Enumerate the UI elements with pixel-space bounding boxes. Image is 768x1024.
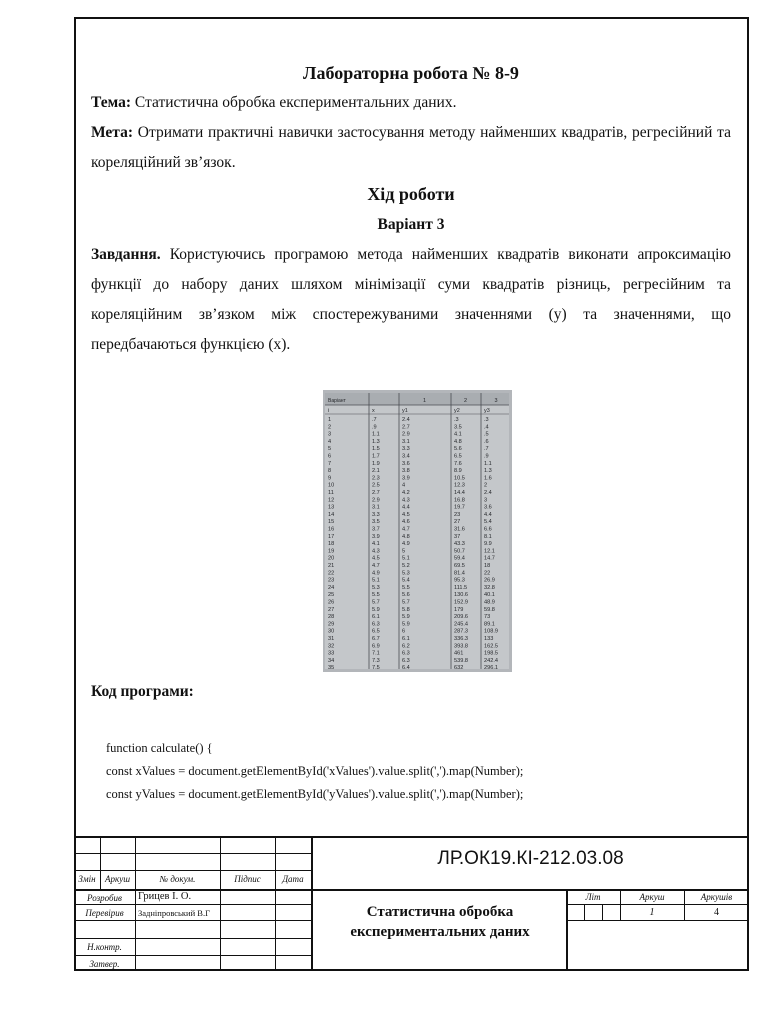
code-line: const yValues = document.getElementById('yValues').value.split(',').map(Number); [106,787,524,801]
scanned-table-svg [323,390,512,672]
scan-cell-text: 6.6 [484,526,492,533]
scan-cell-text: 3.4 [402,453,410,460]
scan-cell-text: .3 [484,417,489,423]
scan-cell-text: 9 [328,475,332,482]
scan-cell-text: y2 [454,408,460,414]
scan-cell-text: 8 [328,468,332,475]
scan-cell-text: .3 [454,417,459,423]
scan-cell-text: 7.5 [372,665,380,672]
scan-cell-text: 4.8 [454,438,462,445]
scan-cell-text: 17 [328,533,335,540]
scan-cell-text: 12.3 [454,482,465,489]
scan-cell-text: 4.4 [402,504,410,511]
scan-cell-text: 1.3 [484,468,492,475]
scan-cell-text: 28 [328,614,335,621]
scan-cell-text: 2.7 [372,490,380,496]
scan-cell-text: .6 [484,438,489,445]
scan-cell-text: 32 [328,643,335,650]
scan-cell-text: 6 [402,628,406,635]
scan-cell-text: 2.4 [484,490,492,496]
scan-cell-text: 5.3 [402,570,410,577]
scan-cell-text: 18 [328,541,335,548]
scan-cell-text: 4.3 [372,548,380,555]
col-arkush-label: Аркуш [105,874,130,884]
scan-cell-text: 25 [328,592,335,599]
scan-cell-text: 336.3 [454,636,468,642]
scan-cell-text: 6.4 [402,665,410,672]
scan-cell-text: 27 [328,606,335,613]
scan-cell-text: 6.7 [372,636,380,642]
sheet-value: 1 [649,907,655,918]
scan-cell-text: 3.6 [484,504,492,511]
scan-cell-text: 2.5 [372,482,380,489]
task-label: Завдання. [91,246,161,263]
scan-cell-text: 1.1 [484,460,492,467]
scan-cell-text: 19.7 [454,504,465,511]
sheets-value: 4 [714,907,719,918]
scan-cell-text: 5.4 [484,519,492,526]
scan-cell-text: 3.6 [402,460,410,467]
scan-cell-text: 111.5 [454,584,468,591]
scan-cell-text: 632 [454,665,464,672]
scan-cell-text: 3 [484,497,488,504]
scan-cell-text: 1.9 [372,460,380,467]
scan-cell-text: 48.9 [484,599,495,606]
scan-cell-text: i [328,408,330,414]
scan-cell-text: 5.7 [372,599,380,606]
scan-cell-text: 26 [328,599,335,606]
scan-cell-text: 4 [402,482,406,489]
scan-cell-text: 4.7 [402,526,410,533]
scan-cell-text: 6.9 [372,643,380,650]
lit-label: Літ [585,892,601,902]
scan-cell-text: 5 [402,548,406,555]
scan-cell-text: 16.8 [454,497,465,504]
scan-cell-text: y3 [484,408,490,414]
scan-cell-text: 3.3 [372,511,380,518]
developer-name: Грицев І. О. [138,891,192,902]
scan-cell-text: 29 [328,621,335,628]
scan-cell-text: 6.3 [372,621,380,628]
scan-cell-text: 20 [328,555,335,562]
scan-cell-text: 1 [423,398,427,404]
scan-cell-text: 4.4 [484,511,492,518]
scan-cell-text: 33 [328,650,335,657]
scan-cell-text: 1.5 [372,446,380,453]
scan-cell-text: 43.3 [454,541,465,548]
sheets-label: Аркушів [700,892,733,902]
document-body [91,58,731,360]
scan-cell-text: 5.7 [402,599,410,606]
scan-cell-text: 95.3 [454,577,465,584]
scan-cell-text: 14 [328,511,335,518]
scan-cell-text: 1.6 [484,475,492,482]
scan-cell-text: 2.7 [402,424,410,431]
scan-cell-text: 35 [328,665,335,672]
scan-cell-text: 3.9 [402,475,410,482]
scan-cell-text: 59.8 [484,606,495,613]
topic-text: Статистична обробка експериментальних даних. [131,94,457,111]
scan-cell-text: .9 [484,453,489,460]
scan-cell-text: 15 [328,519,335,526]
col-data-label: Дата [282,874,304,884]
scan-cell-text: 37 [454,533,461,540]
topic-label: Тема: [91,94,131,111]
scan-cell-text: 4.1 [372,541,380,548]
scan-cell-text: 24 [328,584,335,591]
scan-cell-text: 5 [328,446,332,453]
scan-cell-text: 6.1 [402,636,410,642]
scan-cell-text: 2.1 [372,468,380,475]
scan-cell-text: 539.8 [454,657,468,664]
scan-cell-text: 1.3 [372,438,380,445]
scan-cell-text: 23 [328,577,335,584]
scan-cell-text: 133 [484,636,494,642]
sheet-label: Аркуш [639,892,665,902]
scan-cell-text: 5.9 [372,606,380,613]
scan-cell-text: 4 [328,438,332,445]
scan-cell-text: 2.4 [402,417,410,423]
title-block-stamp [74,836,749,971]
scan-cell-text: 31 [328,636,335,642]
scan-cell-text: 5.3 [372,584,380,591]
scan-cell-text: 242.4 [484,657,498,664]
row-rozrobyv-label: Розробив [87,893,122,903]
scan-cell-text: 12 [328,497,335,504]
scan-cell-text: 179 [454,606,464,613]
scan-cell-text: 10.5 [454,475,465,482]
row-zatverd-label: Затвер. [89,959,120,969]
scan-cell-text: 21 [328,563,335,569]
scan-cell-text: 3.3 [402,446,410,453]
scan-cell-text: .4 [484,424,489,431]
scan-cell-text: 5.8 [402,606,410,613]
scan-cell-text: 5.1 [372,577,380,584]
scan-cell-text: 6.1 [372,614,380,621]
scan-cell-text: 13 [328,504,335,511]
scan-cell-text: 12.1 [484,548,495,555]
scan-cell-text: 26.9 [484,577,495,584]
scan-cell-text: 30 [328,628,335,635]
scanned-data-table [323,390,512,672]
scan-cell-text: 3.1 [402,438,410,445]
scan-cell-text: 3.5 [454,424,462,431]
scan-cell-text: 4.9 [402,541,410,548]
goal-paragraph [91,118,731,178]
scan-cell-text: 7 [328,460,332,467]
scan-cell-text: 3 [328,431,332,438]
scan-cell-text: 2.9 [372,497,380,504]
scan-cell-text: 6 [328,453,332,460]
scan-cell-text: 5.6 [454,446,462,453]
scan-cell-text: 6.5 [454,453,462,460]
scan-cell-text: 59.4 [454,555,465,562]
row-pereviryv-label: Перевірив [85,908,124,918]
code-line: const xValues = document.getElementById('xValues').value.split(',').map(Number); [106,764,524,778]
scan-cell-text: 5.5 [372,592,380,599]
scan-cell-text: 4.1 [454,431,462,438]
scan-cell-text: 8.1 [484,533,492,540]
scan-cell-text: 3 [494,398,498,404]
scan-cell-text: 6.3 [402,657,410,664]
scan-cell-text: 6.2 [402,643,410,650]
scan-cell-text: y1 [402,408,408,414]
document-code: ЛР.ОК19.КІ-212.03.08 [437,848,624,869]
stamp-title-line: Статистична обробка [366,904,514,920]
scan-cell-text: 22 [328,570,335,577]
scan-cell-text: 130.6 [454,592,468,599]
scan-cell-text: 2.3 [372,475,380,482]
scan-cell-text: 7.1 [372,650,380,657]
scan-cell-text: 2.9 [402,431,410,438]
scan-cell-text: 7.6 [454,460,462,467]
scan-cell-text: 3.7 [372,526,380,533]
progress-heading: Хід роботи [367,184,455,204]
scan-cell-text: 5.1 [402,555,410,562]
scan-cell-text: 32.8 [484,584,495,591]
document-title: Лабораторна робота № 8-9 [303,63,519,83]
scan-cell-text: 1 [328,417,332,423]
scan-cell-text: 7.3 [372,657,380,664]
scan-cell-text: 73 [484,614,491,621]
scan-cell-text: 4.2 [402,490,410,496]
scan-cell-text: 287.3 [454,628,468,635]
scan-cell-text: 18 [484,563,491,569]
scan-cell-text: 5.6 [402,592,410,599]
scan-cell-text: 27 [454,519,461,526]
scan-cell-text: 209.6 [454,614,468,621]
scan-cell-text: 461 [454,650,464,657]
scan-cell-text: 5.5 [402,584,410,591]
scan-cell-text: 198.5 [484,650,498,657]
scan-cell-text: Варіант [328,398,346,404]
scan-cell-text: 2 [328,424,332,431]
row-nkontr-label: Н.контр. [87,942,122,952]
stamp-title-line: експериментальних даних [350,924,530,940]
scan-cell-text: 31.6 [454,526,465,533]
scan-cell-text: 69.5 [454,563,465,569]
scan-cell-text: 3.5 [372,519,380,526]
scan-cell-text: 2 [484,482,488,489]
scan-cell-text: 10 [328,482,335,489]
scan-cell-text: 50.7 [454,548,465,555]
scan-cell-text: 4.5 [372,555,380,562]
scan-cell-text: 14.7 [484,555,495,562]
scan-cell-text: .7 [372,417,377,423]
col-pidpys-label: Підпис [234,874,261,884]
scan-cell-text: 4.6 [402,519,410,526]
scan-cell-text: 3.9 [372,533,380,540]
scan-cell-text: 6.5 [372,628,380,635]
scan-cell-text: 162.5 [484,643,498,650]
stamp-document-title [312,902,568,942]
scan-cell-text: 5.9 [402,621,410,628]
col-dokum-label: № докум. [159,874,196,884]
code-line: function calculate() { [106,741,213,755]
scan-cell-text: 5.2 [402,563,410,569]
scan-cell-text: 2 [464,398,468,404]
scan-cell-text: 4.3 [402,497,410,504]
scan-cell-text: 9.9 [484,541,492,548]
scan-cell-text: 296.1 [484,665,498,672]
scan-cell-text: 16 [328,526,335,533]
scan-cell-text: 152.9 [454,599,468,606]
code-heading: Код програми: [91,683,194,700]
scan-cell-text: 22 [484,570,491,577]
scan-cell-text: .7 [484,446,489,453]
scan-cell-text: 40.1 [484,592,495,599]
scan-cell-text: x [372,408,375,414]
scan-cell-text: 23 [454,511,461,518]
scan-cell-text: 3.1 [372,504,380,511]
scan-cell-text: 4.5 [402,511,410,518]
scan-cell-text: 34 [328,657,335,664]
scan-cell-text: .5 [484,431,489,438]
scan-cell-text: 4.7 [372,563,380,569]
scan-cell-text: 81.4 [454,570,465,577]
scan-cell-text: 19 [328,548,335,555]
scan-cell-text: 5.4 [402,577,410,584]
scan-cell-text: 14.4 [454,490,465,496]
scan-cell-text: 393.8 [454,643,468,650]
scan-cell-text: 6.3 [402,650,410,657]
task-text: Користуючись програмою метода найменших квадратів виконати апроксимацію функції до набору даних шляхом мінімізації суми квадратів різниць, регресійним та кореляційним зв’язком між спостережуваними значеннями (y) та значеннями, що передбачаються функцією (x). [91,246,731,353]
scan-cell-text: 1.7 [372,453,380,460]
goal-text: Отримати практичні навички застосування методу найменших квадратів, регресійний та кореляційний зв’язок. [91,124,731,171]
code-block [106,737,523,806]
scan-cell-text: 4.8 [402,533,410,540]
scan-cell-text: 1.1 [372,431,380,438]
variant-heading: Варіант 3 [377,216,445,233]
scan-cell-text: 11 [328,490,334,496]
scan-cell-text: 4.9 [372,570,380,577]
scan-cell-text: .9 [372,424,377,431]
goal-label: Мета: [91,124,134,141]
scan-cell-text: 89.1 [484,621,495,628]
scan-cell-text: 3.8 [402,468,410,475]
scan-cell-text: 8.9 [454,468,462,475]
scan-cell-text: 245.4 [454,621,468,628]
task-paragraph [91,240,731,360]
scan-cell-text: 5.9 [402,614,410,621]
topic-paragraph [91,88,731,118]
col-zmin-label: Змін [78,874,96,884]
scan-cell-text: 108.9 [484,628,498,635]
reviewer-name: Задніпровський В.Г [138,908,210,918]
